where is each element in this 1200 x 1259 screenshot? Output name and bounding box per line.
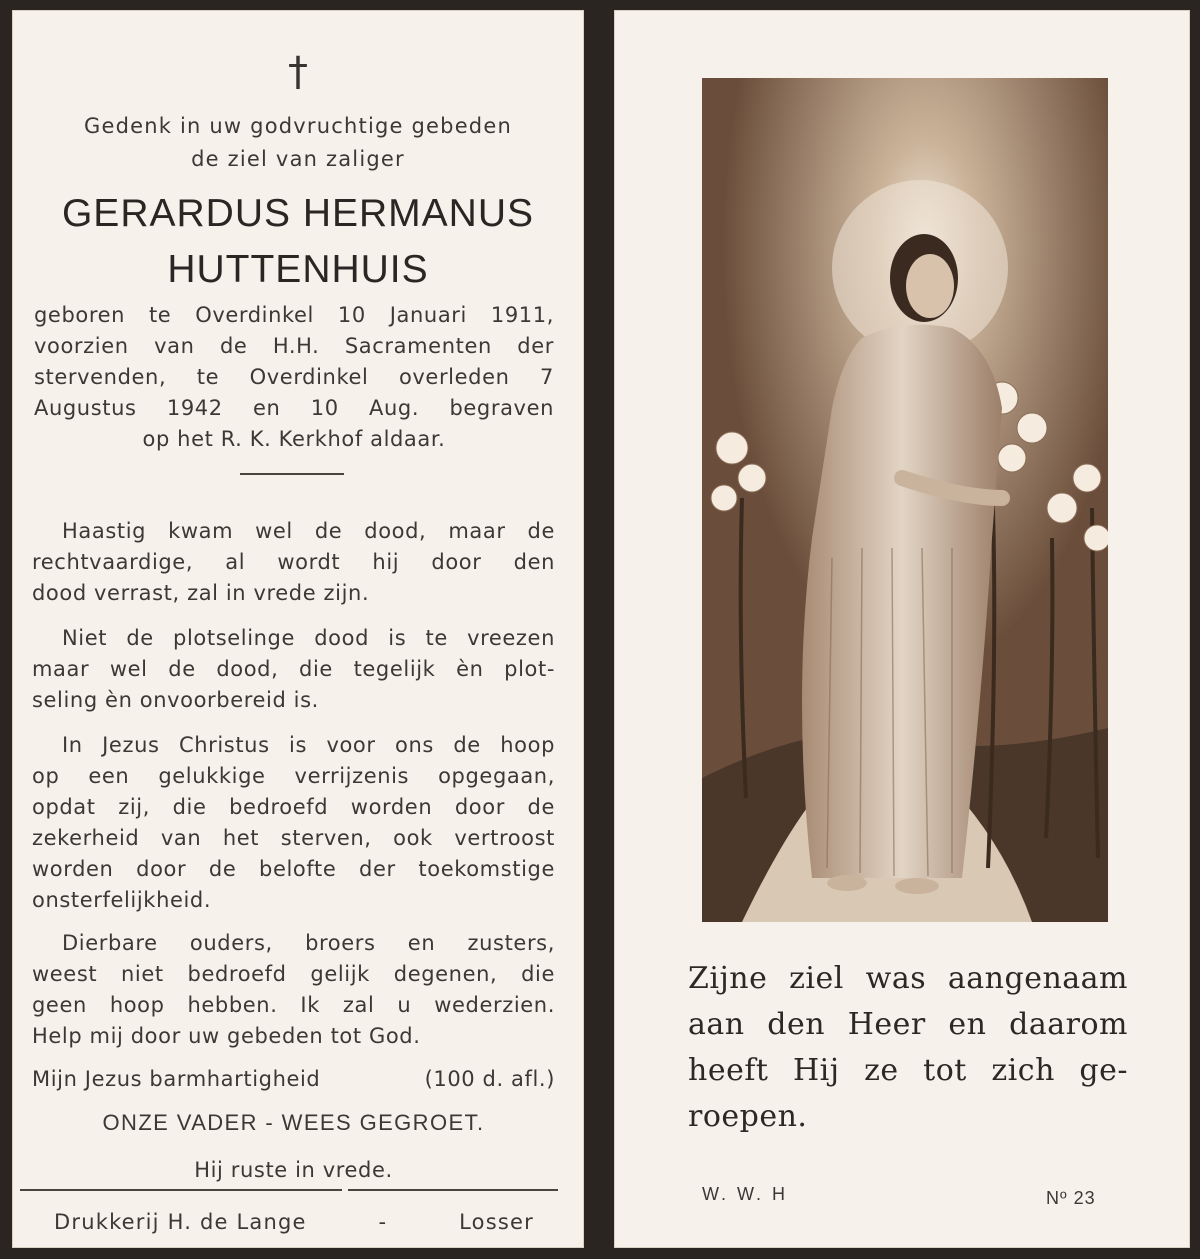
paragraph-1 [32,516,555,609]
card-number: Nº 23 [1046,1188,1096,1208]
paragraph-line: rechtvaardige, al wordt hij door den [32,550,555,574]
memorial-card-picture-side [614,10,1190,1248]
paragraph-line: Haastig kwam wel de dood, maar de [62,519,555,543]
verse-line: Zijne ziel was aangenaam [688,961,1128,996]
bio-line: Augustus 1942 en 10 Aug. begraven [34,396,554,420]
printer-separator: - [378,1210,388,1234]
paragraph-line: opdat zij, die bedroefd worden door de [32,795,555,819]
verse-line: roepen. [688,1099,808,1134]
memorial-card-text-side [12,10,584,1248]
deceased-name-line-2: HUTTENHUIS [167,248,429,291]
rest-in-peace: Hij ruste in vrede. [194,1158,393,1182]
paragraph-line: dood verrast, zal in vrede zijn. [32,581,370,605]
prayer-line: ONZE VADER - WEES GEGROET. [102,1110,485,1135]
bible-verse [688,956,1128,1140]
paragraph-line: geen hoop hebben. Ik zal u wederzien. [32,993,555,1017]
intro-line-1: Gedenk in uw godvruchtige gebeden [84,114,512,138]
indulgence-prayer [32,1067,555,1091]
paragraph-line: worden door de belofte der toekomstige [32,857,555,881]
publisher-mark: W. W. H [702,1184,788,1204]
devotional-picture [702,78,1108,922]
cross-icon: † [288,49,308,95]
jesus-with-lilies-image [702,78,1108,922]
deceased-name-line-1: GERARDUS HERMANUS [61,192,535,235]
paragraph-line: weest niet bedroefd gelijk degenen, die [32,962,555,986]
printer-place: Losser [459,1210,534,1234]
verse-line: aan den Heer en daarom [688,1007,1128,1042]
paragraph-line: onsterfelijkheid. [32,888,212,912]
bio-line: geboren te Overdinkel 10 Januari 1911, [34,303,554,327]
paragraph-line: seling èn onvoorbereid is. [32,688,319,712]
paragraph-line: In Jezus Christus is voor ons de hoop [62,733,555,757]
indulgence-text: Mijn Jezus barmhartigheid [32,1067,321,1091]
paragraph-4 [32,928,555,1052]
footer-divider-left [20,1189,342,1191]
printer-name: Drukkerij H. de Lange [54,1210,307,1234]
indulgence-note: (100 d. afl.) [424,1067,555,1091]
bio-line: stervenden, te Overdinkel overleden 7 [34,365,554,389]
paragraph-line: maar wel de dood, die tegelijk èn plot- [32,657,555,681]
intro-line-2: de ziel van zaliger [191,147,405,171]
paragraph-3 [32,730,555,916]
paragraph-line: op een gelukkige verrijzenis opgegaan, [32,764,555,788]
printer-credit [54,1210,534,1234]
biography [34,300,554,455]
paragraph-line: zekerheid van het sterven, ook vertroost [32,826,555,850]
paragraph-line: Help mij door uw gebeden tot God. [32,1024,421,1048]
bio-line: voorzien van de H.H. Sacramenten der [34,334,554,358]
paragraph-line: Niet de plotselinge dood is te vreezen [62,626,555,650]
bio-line: op het R. K. Kerkhof aldaar. [142,427,446,451]
paragraph-2 [32,623,555,716]
divider [240,473,344,475]
paragraph-line: Dierbare ouders, broers en zusters, [62,931,555,955]
footer-divider-right [348,1189,558,1191]
verse-line: heeft Hij ze tot zich ge- [688,1053,1128,1088]
